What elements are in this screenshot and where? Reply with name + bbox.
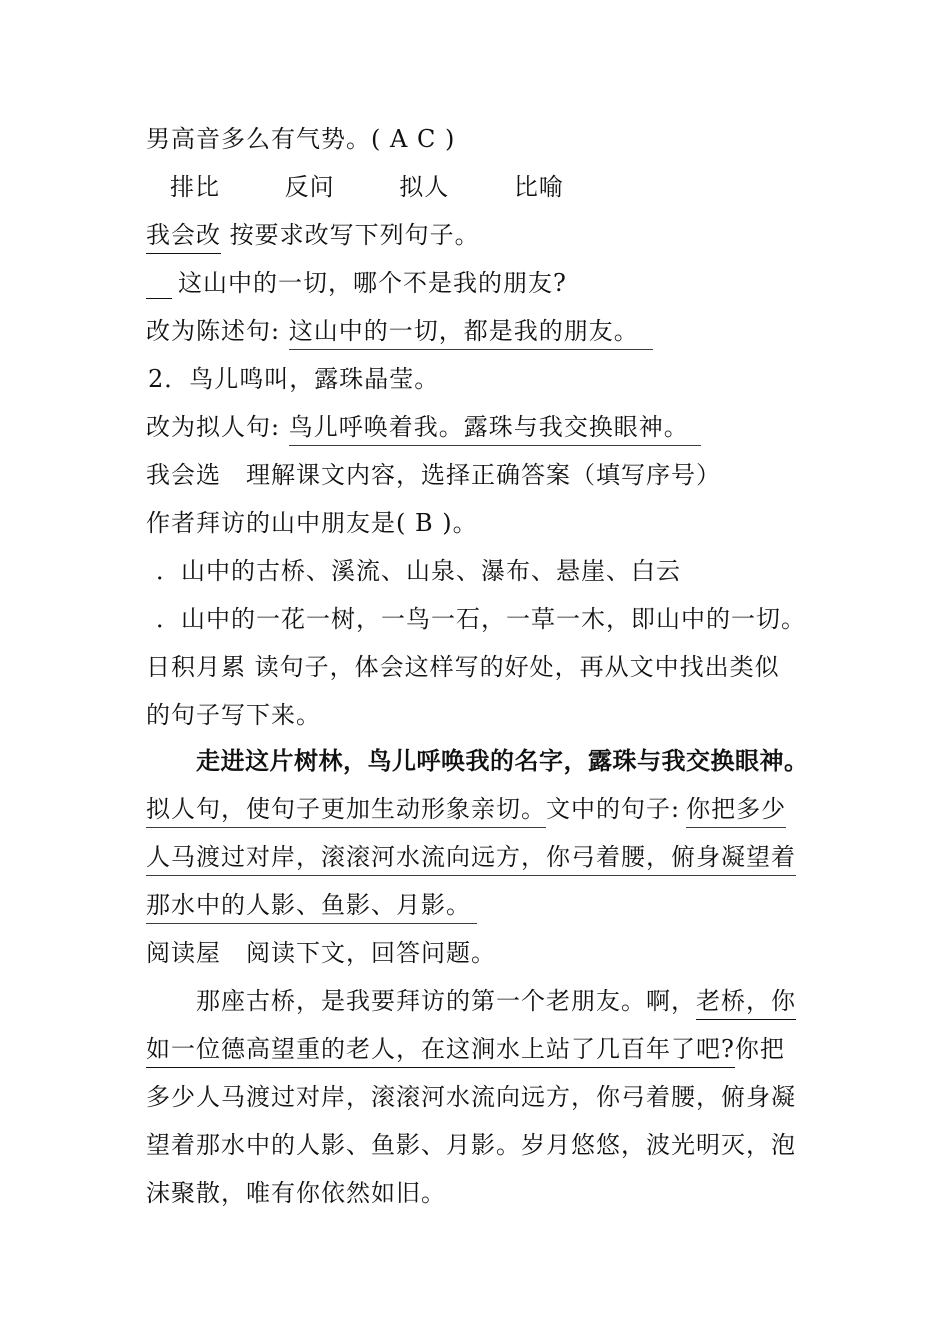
reading-para-line-1: [196, 986, 796, 1016]
answer-label-personification: 改为拟人句:: [146, 413, 281, 441]
choice-a: ．山中的古桥、溪流、山泉、瀑布、悬崖、白云: [156, 557, 681, 585]
accumulate-answer-line-1: [146, 794, 786, 824]
reading-para-line-2: [146, 1034, 785, 1064]
answer-found-label: 文中的句子:: [546, 795, 681, 823]
example-sentence: 走进这片树林，鸟儿呼唤我的名字，露珠与我交换眼神。: [196, 747, 809, 775]
section-reading-heading: 阅读屋 阅读下文，回答问题。: [146, 939, 496, 967]
accumulate-answer-line-2: [146, 842, 796, 872]
blank-number-line: [146, 298, 172, 299]
rewrite-answer-2: [146, 412, 701, 442]
text-line-1: 男高音多么有气势。( A C ): [146, 125, 456, 153]
reading-text-2b: 你把: [734, 1035, 785, 1063]
options-line: [170, 172, 620, 202]
option-personification: 拟人: [399, 173, 450, 201]
answer-label-declarative: 改为陈述句:: [146, 317, 281, 345]
section-rewrite-instruction: 按要求改写下列句子。: [221, 221, 480, 249]
section-accumulate-heading: 日积月累 读句子，体会这样写的好处，再从文中找出类似: [146, 653, 780, 681]
choose-question: 作者拜访的山中朋友是( B )。: [146, 509, 478, 537]
accumulate-answer-line-3: [146, 890, 477, 920]
section-choose-heading: 我会选 理解课文内容，选择正确答案（填写序号）: [146, 461, 721, 489]
rewrite-question-2: 2．鸟儿鸣叫，露珠晶莹。: [148, 365, 440, 393]
answer-explanation: 拟人句，使句子更加生动形象亲切。: [146, 795, 546, 828]
section-rewrite-heading: [146, 220, 480, 250]
rewrite-question-1: 这山中的一切，哪个不是我的朋友?: [178, 269, 567, 297]
answer-declarative: 这山中的一切，都是我的朋友。: [289, 317, 653, 350]
choice-b: ．山中的一花一树，一鸟一石，一草一木，即山中的一切。: [156, 605, 806, 633]
answer-personification: 鸟儿呼唤着我。露珠与我交换眼神。: [289, 413, 701, 446]
reading-para-line-5: 沫聚散，唯有你依然如旧。: [146, 1179, 446, 1207]
reading-underlined-1: 老桥，你: [696, 987, 796, 1020]
reading-text-1a: 那座古桥，是我要拜访的第一个老朋友。啊，: [196, 987, 696, 1015]
option-metaphor: 比喻: [513, 173, 564, 201]
answer-found-sentence-end: 那水中的人影、鱼影、月影。: [146, 891, 477, 924]
section-rewrite-title: 我会改: [146, 221, 221, 254]
section-accumulate-heading-cont: 的句子写下来。: [146, 701, 321, 729]
answer-found-sentence-mid: 人马渡过对岸，滚滚河水流向远方，你弓着腰，俯身凝望着: [146, 843, 796, 876]
option-parallelism: 排比: [170, 173, 220, 201]
reading-para-line-4: 望着那水中的人影、鱼影、月影。岁月悠悠，波光明灭，泡: [146, 1131, 796, 1159]
answer-found-sentence-start: 你把多少: [686, 795, 786, 828]
reading-underlined-2: 如一位德高望重的老人，在这涧水上站了几百年了吧?: [146, 1035, 735, 1068]
option-rhetorical-question: 反问: [284, 173, 335, 201]
reading-para-line-3: 多少人马渡过对岸，滚滚河水流向远方，你弓着腰，俯身凝: [146, 1083, 796, 1111]
rewrite-answer-1: [146, 316, 653, 346]
